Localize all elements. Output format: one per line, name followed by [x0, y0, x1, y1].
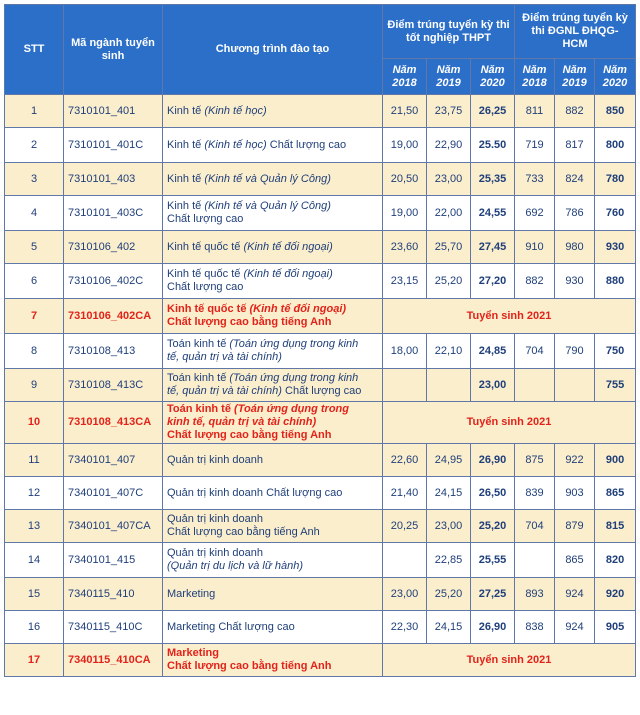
thpt-2020-score: 25,20	[471, 510, 515, 543]
row-number: 13	[5, 510, 64, 543]
program-detail: tế, quản trị và tài chính)	[167, 385, 282, 397]
program-detail: (Toán ứng dụng trong kinh	[229, 372, 359, 384]
table-row	[5, 264, 636, 299]
program-text: Chất lượng cao bằng tiếng Anh	[167, 316, 332, 328]
thpt-2018-score	[383, 369, 427, 402]
program-code: 7310101_403C	[64, 196, 163, 231]
dgnl-2020-score: 900	[595, 444, 636, 477]
dgnl-2020-score: 755	[595, 369, 636, 402]
program-name	[163, 402, 383, 444]
dgnl-2019-score: 879	[555, 510, 595, 543]
dgnl-2020-score: 905	[595, 611, 636, 644]
program-detail: (Kinh tế học)	[204, 138, 267, 151]
thpt-2018-score: 20,25	[383, 510, 427, 543]
dgnl-2018-score: 733	[515, 163, 555, 196]
program-text: Kinh tế quốc tế	[167, 268, 244, 280]
table-row	[5, 578, 636, 611]
program-text: Marketing	[167, 647, 219, 659]
dgnl-2018-score: 719	[515, 128, 555, 163]
program-code: 7340101_415	[64, 543, 163, 578]
program-text: Toán kinh tế	[167, 403, 235, 415]
thpt-2020-score: 26,50	[471, 477, 515, 510]
table-row	[5, 444, 636, 477]
row-number: 4	[5, 196, 64, 231]
row-number: 17	[5, 644, 64, 677]
row-number: 5	[5, 231, 64, 264]
program-detail: tế, quản trị và tài chính)	[167, 351, 282, 363]
thpt-2020-score: 25,55	[471, 543, 515, 578]
dgnl-2020-score: 760	[595, 196, 636, 231]
dgnl-2020-score: 750	[595, 334, 636, 369]
program-text: Kinh tế quốc tế	[167, 240, 244, 253]
row-number: 1	[5, 95, 64, 128]
program-name	[163, 299, 383, 334]
table-row	[5, 196, 636, 231]
table-row	[5, 231, 636, 264]
dgnl-2020-score: 800	[595, 128, 636, 163]
thpt-2019-score: 23,00	[427, 163, 471, 196]
dgnl-header: Điểm trúng tuyển kỳ thi ĐGNL ĐHQG-HCM	[515, 5, 636, 59]
program-name	[163, 163, 383, 196]
dgnl-2019-score: 790	[555, 334, 595, 369]
dgnl-2020-score: 820	[595, 543, 636, 578]
row-number: 3	[5, 163, 64, 196]
program-text: Chất lượng cao bằng tiếng Anh	[167, 526, 320, 538]
table-row	[5, 95, 636, 128]
program-detail: (Kinh tế học)	[204, 104, 267, 117]
program-detail: (Kinh tế và Quản lý Công)	[204, 172, 331, 185]
stt-header: STT	[5, 5, 64, 95]
thpt-2018-score: 23,00	[383, 578, 427, 611]
program-code: 7340101_407C	[64, 477, 163, 510]
row-number: 7	[5, 299, 64, 334]
thpt-2018-score: 19,00	[383, 196, 427, 231]
program-code: 7340101_407	[64, 444, 163, 477]
admission-note: Tuyển sinh 2021	[383, 402, 636, 444]
thpt-2018-score: 22,30	[383, 611, 427, 644]
admission-note: Tuyển sinh 2021	[383, 644, 636, 677]
dgnl-2018-score: 811	[515, 95, 555, 128]
table-row	[5, 299, 636, 334]
thpt-2019-score: 25,20	[427, 264, 471, 299]
thpt-2019-score: 24,15	[427, 611, 471, 644]
dgnl-2019-score: 924	[555, 611, 595, 644]
program-text: Chất lượng cao	[167, 213, 244, 225]
program-code: 7340115_410	[64, 578, 163, 611]
row-number: 15	[5, 578, 64, 611]
thpt-2019-score: 25,70	[427, 231, 471, 264]
program-name	[163, 128, 383, 163]
admission-score-table	[4, 4, 636, 677]
program-code: 7340101_407CA	[64, 510, 163, 543]
program-detail: (Kinh tế đối ngoại)	[249, 303, 347, 315]
thpt-2018-score	[383, 543, 427, 578]
program-detail: (Toán ứng dụng trong kinh	[229, 338, 359, 350]
thpt-2020-score: 27,45	[471, 231, 515, 264]
program-header: Chương trình đào tạo	[163, 5, 383, 95]
year-header: Năm 2018	[383, 59, 427, 95]
dgnl-2020-score: 920	[595, 578, 636, 611]
year-header: Năm 2018	[515, 59, 555, 95]
program-text: Toán kinh tế	[167, 372, 230, 384]
dgnl-2019-score: 903	[555, 477, 595, 510]
dgnl-2018-score: 704	[515, 334, 555, 369]
program-suffix: Chất lượng cao	[281, 385, 362, 397]
program-text: Kinh tế	[167, 172, 205, 185]
dgnl-2019-score: 924	[555, 578, 595, 611]
table-row	[5, 611, 636, 644]
program-code: 7310101_403	[64, 163, 163, 196]
row-number: 14	[5, 543, 64, 578]
thpt-2020-score: 27,20	[471, 264, 515, 299]
table-row	[5, 644, 636, 677]
program-name	[163, 543, 383, 578]
program-name	[163, 369, 383, 402]
dgnl-2020-score: 880	[595, 264, 636, 299]
thpt-2020-score: 24,55	[471, 196, 515, 231]
program-text: Chất lượng cao bằng tiếng Anh	[167, 429, 332, 441]
dgnl-2018-score: 838	[515, 611, 555, 644]
program-code: 7340115_410C	[64, 611, 163, 644]
dgnl-2019-score	[555, 369, 595, 402]
table-row	[5, 543, 636, 578]
thpt-2020-score: 24,85	[471, 334, 515, 369]
program-code: 7310108_413CA	[64, 402, 163, 444]
dgnl-2019-score: 980	[555, 231, 595, 264]
program-text: Kinh tế	[167, 138, 205, 151]
thpt-2019-score: 24,95	[427, 444, 471, 477]
program-text: Kinh tế	[167, 200, 205, 212]
program-text: Chất lượng cao bằng tiếng Anh	[167, 660, 332, 672]
program-text: Chất lượng cao	[167, 281, 244, 293]
program-code: 7310101_401C	[64, 128, 163, 163]
dgnl-2018-score: 875	[515, 444, 555, 477]
program-text: Quản trị kinh doanh	[167, 547, 264, 559]
dgnl-2018-score: 692	[515, 196, 555, 231]
row-number: 11	[5, 444, 64, 477]
dgnl-2020-score: 930	[595, 231, 636, 264]
thpt-2019-score	[427, 369, 471, 402]
row-number: 9	[5, 369, 64, 402]
row-number: 12	[5, 477, 64, 510]
thpt-2018-score: 20,50	[383, 163, 427, 196]
program-text: Quản trị kinh doanh	[167, 453, 264, 466]
table-row	[5, 402, 636, 444]
program-name	[163, 578, 383, 611]
program-name	[163, 611, 383, 644]
thpt-2019-score: 24,15	[427, 477, 471, 510]
dgnl-2018-score: 839	[515, 477, 555, 510]
program-detail: (Quản trị du lịch và lữ hành)	[167, 560, 303, 572]
thpt-2020-score: 26,90	[471, 444, 515, 477]
table-row	[5, 477, 636, 510]
thpt-2018-score: 23,15	[383, 264, 427, 299]
program-name	[163, 477, 383, 510]
program-text: Toán kinh tế	[167, 338, 230, 350]
thpt-2018-score: 21,40	[383, 477, 427, 510]
row-number: 16	[5, 611, 64, 644]
thpt-2019-score: 22,90	[427, 128, 471, 163]
program-detail: (Kinh tế đối ngoại)	[243, 268, 333, 280]
program-name	[163, 334, 383, 369]
program-code: 7310106_402	[64, 231, 163, 264]
thpt-2020-score: 26,25	[471, 95, 515, 128]
year-header: Năm 2019	[427, 59, 471, 95]
thpt-2018-score: 21,50	[383, 95, 427, 128]
table-row	[5, 334, 636, 369]
program-name	[163, 444, 383, 477]
dgnl-2018-score	[515, 369, 555, 402]
dgnl-2019-score: 865	[555, 543, 595, 578]
dgnl-2018-score: 704	[515, 510, 555, 543]
thpt-2019-score: 22,00	[427, 196, 471, 231]
program-text: Marketing	[167, 587, 216, 600]
program-name	[163, 644, 383, 677]
dgnl-2019-score: 786	[555, 196, 595, 231]
dgnl-2019-score: 930	[555, 264, 595, 299]
thpt-2019-score: 22,85	[427, 543, 471, 578]
program-name	[163, 231, 383, 264]
table-row	[5, 369, 636, 402]
program-name	[163, 196, 383, 231]
thpt-2018-score: 23,60	[383, 231, 427, 264]
row-number: 8	[5, 334, 64, 369]
dgnl-2018-score	[515, 543, 555, 578]
header-row	[5, 5, 636, 59]
year-header: Năm 2020	[595, 59, 636, 95]
dgnl-2020-score: 850	[595, 95, 636, 128]
thpt-2018-score: 18,00	[383, 334, 427, 369]
program-text: Marketing Chất lượng cao	[167, 620, 295, 633]
program-name	[163, 264, 383, 299]
program-code: 7340115_410CA	[64, 644, 163, 677]
dgnl-2020-score: 865	[595, 477, 636, 510]
dgnl-2019-score: 882	[555, 95, 595, 128]
program-code: 7310101_401	[64, 95, 163, 128]
program-name	[163, 95, 383, 128]
thpt-2020-score: 23,00	[471, 369, 515, 402]
row-number: 2	[5, 128, 64, 163]
table-row	[5, 128, 636, 163]
dgnl-2020-score: 815	[595, 510, 636, 543]
dgnl-2020-score: 780	[595, 163, 636, 196]
program-code: 7310108_413C	[64, 369, 163, 402]
dgnl-2019-score: 817	[555, 128, 595, 163]
thpt-2020-score: 25,35	[471, 163, 515, 196]
program-name	[163, 510, 383, 543]
code-header: Mã ngành tuyển sinh	[64, 5, 163, 95]
program-text: Quản trị kinh doanh Chất lượng cao	[167, 486, 343, 499]
program-text: Kinh tế quốc tế	[167, 303, 250, 315]
row-number: 10	[5, 402, 64, 444]
thpt-2019-score: 23,75	[427, 95, 471, 128]
program-text: Quản trị kinh doanh	[167, 513, 264, 525]
dgnl-2018-score: 893	[515, 578, 555, 611]
thpt-2020-score: 25.50	[471, 128, 515, 163]
year-header: Năm 2020	[471, 59, 515, 95]
year-header: Năm 2019	[555, 59, 595, 95]
program-suffix: Chất lượng cao	[266, 138, 347, 151]
thpt-2019-score: 23,00	[427, 510, 471, 543]
program-code: 7310106_402CA	[64, 299, 163, 334]
thpt-header: Điểm trúng tuyển kỳ thi tốt nghiệp THPT	[383, 5, 515, 59]
program-code: 7310106_402C	[64, 264, 163, 299]
program-text: Kinh tế	[167, 104, 205, 117]
thpt-2019-score: 22,10	[427, 334, 471, 369]
table-row	[5, 163, 636, 196]
table-row	[5, 510, 636, 543]
program-detail: (Kinh tế và Quản lý Công)	[204, 200, 331, 212]
dgnl-2019-score: 922	[555, 444, 595, 477]
program-code: 7310108_413	[64, 334, 163, 369]
thpt-2018-score: 22,60	[383, 444, 427, 477]
table-body	[5, 95, 636, 677]
admission-note: Tuyển sinh 2021	[383, 299, 636, 334]
thpt-2020-score: 26,90	[471, 611, 515, 644]
program-detail: (Kinh tế đối ngoại)	[243, 240, 333, 253]
thpt-2020-score: 27,25	[471, 578, 515, 611]
row-number: 6	[5, 264, 64, 299]
thpt-2019-score: 25,20	[427, 578, 471, 611]
thpt-2018-score: 19,00	[383, 128, 427, 163]
program-detail: kinh tế, quản trị và tài chính)	[167, 416, 317, 428]
program-detail: (Toán ứng dụng trong	[234, 403, 349, 415]
dgnl-2018-score: 882	[515, 264, 555, 299]
dgnl-2019-score: 824	[555, 163, 595, 196]
dgnl-2018-score: 910	[515, 231, 555, 264]
